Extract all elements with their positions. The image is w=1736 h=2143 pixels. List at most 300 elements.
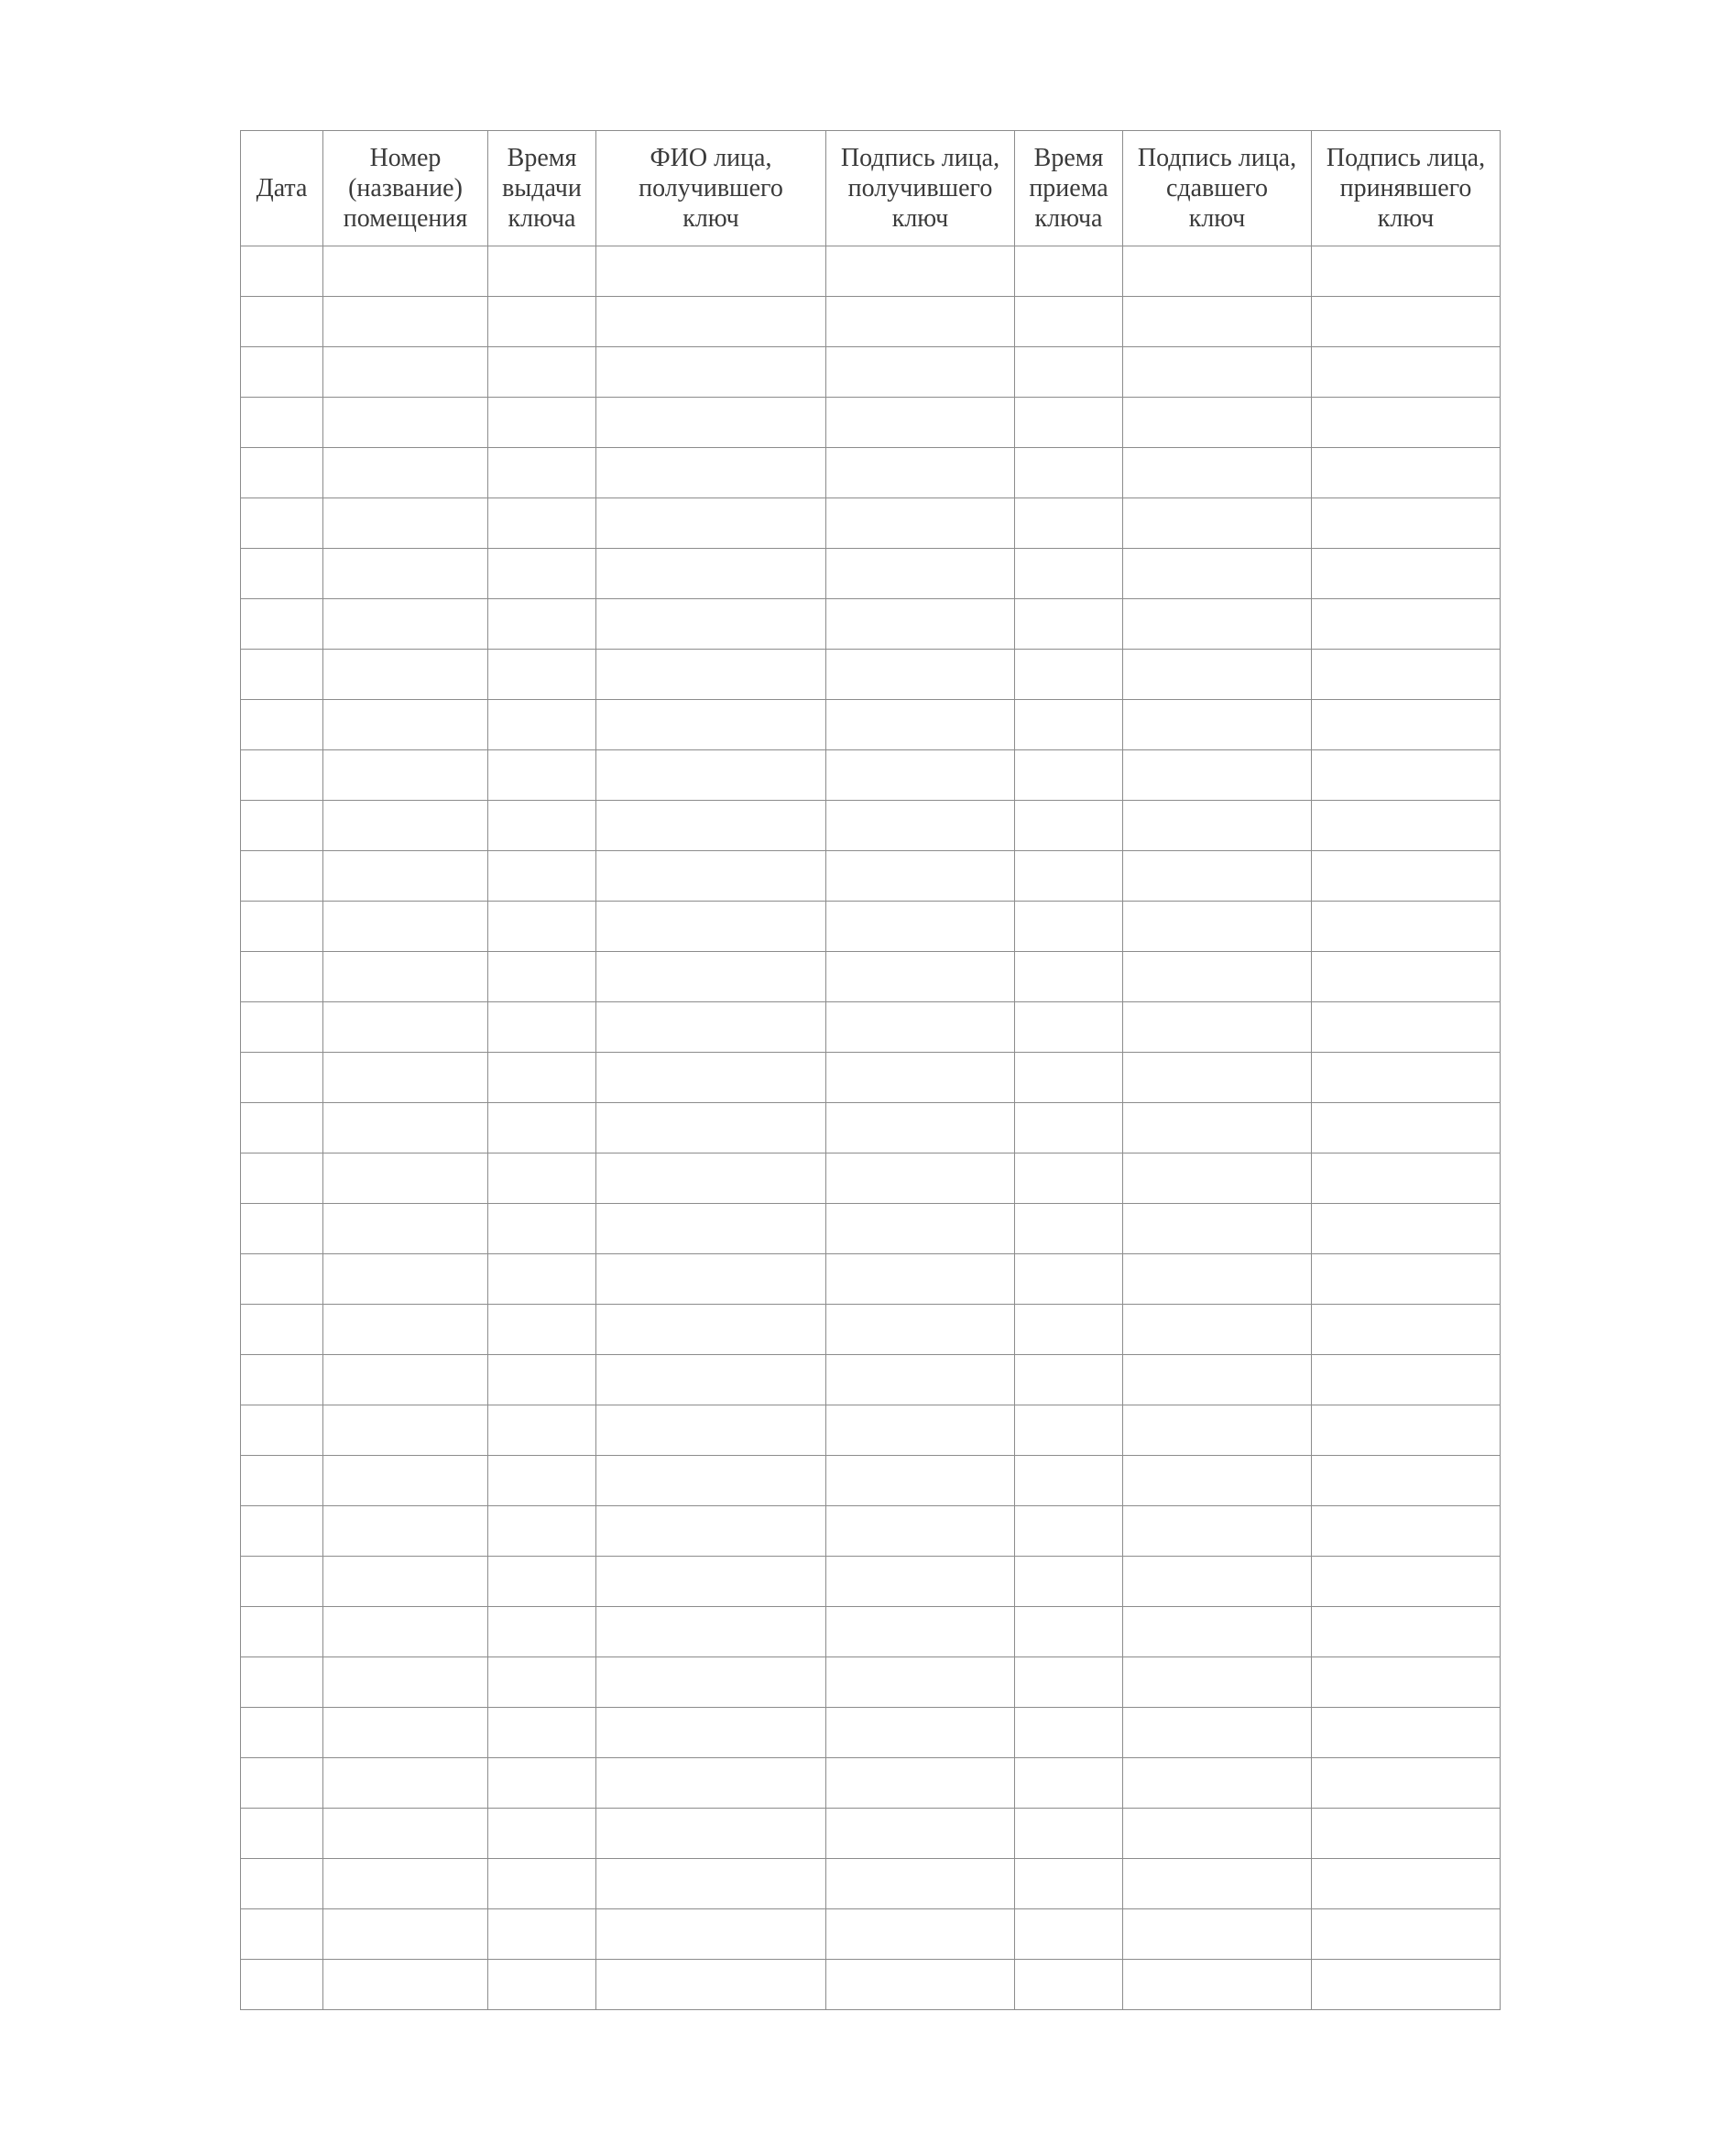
table-cell: [488, 1909, 596, 1960]
table-cell: [488, 549, 596, 599]
table-cell: [323, 1557, 488, 1607]
table-cell: [1312, 1607, 1501, 1657]
table-row: [241, 1305, 1501, 1355]
table-cell: [1123, 347, 1312, 398]
table-cell: [1015, 1305, 1123, 1355]
table-cell: [826, 851, 1015, 902]
table-cell: [596, 1607, 826, 1657]
table-cell: [1123, 297, 1312, 347]
header-row: [241, 131, 1501, 246]
table-cell: [596, 750, 826, 801]
table-cell: [488, 1204, 596, 1254]
column-header-acceptor-signature: Подпись лица, принявшего ключ: [1312, 131, 1501, 246]
table-cell: [323, 1960, 488, 2010]
table-cell: [1015, 801, 1123, 851]
table-row: [241, 347, 1501, 398]
table-cell: [826, 1657, 1015, 1708]
table-cell: [596, 1405, 826, 1456]
table-cell: [1015, 297, 1123, 347]
table-cell: [323, 1859, 488, 1909]
table-cell: [596, 1305, 826, 1355]
table-cell: [826, 1859, 1015, 1909]
table-cell: [323, 1456, 488, 1506]
table-cell: [1312, 1859, 1501, 1909]
table-row: [241, 1758, 1501, 1809]
table-cell: [826, 297, 1015, 347]
table-cell: [241, 801, 323, 851]
table-cell: [488, 398, 596, 448]
table-cell: [488, 1809, 596, 1859]
table-cell: [826, 750, 1015, 801]
table-cell: [1015, 549, 1123, 599]
table-cell: [826, 599, 1015, 650]
table-cell: [488, 1657, 596, 1708]
table-cell: [1123, 1909, 1312, 1960]
table-cell: [241, 498, 323, 549]
table-cell: [826, 1405, 1015, 1456]
table-cell: [241, 297, 323, 347]
table-cell: [826, 1758, 1015, 1809]
table-cell: [596, 1657, 826, 1708]
table-cell: [826, 1053, 1015, 1103]
table-cell: [241, 952, 323, 1002]
table-cell: [826, 498, 1015, 549]
table-cell: [323, 1809, 488, 1859]
table-cell: [596, 1204, 826, 1254]
table-cell: [1123, 851, 1312, 902]
table-cell: [1123, 1708, 1312, 1758]
table-cell: [241, 851, 323, 902]
table-cell: [241, 750, 323, 801]
table-cell: [323, 700, 488, 750]
table-cell: [241, 1002, 323, 1053]
table-row: [241, 700, 1501, 750]
table-cell: [323, 801, 488, 851]
table-cell: [1312, 801, 1501, 851]
table-cell: [1015, 1960, 1123, 2010]
table-cell: [1312, 750, 1501, 801]
table-cell: [241, 1708, 323, 1758]
table-row: [241, 1557, 1501, 1607]
column-header-issue-time: Время выдачи ключа: [488, 131, 596, 246]
table-cell: [323, 1506, 488, 1557]
table-cell: [241, 650, 323, 700]
table-cell: [241, 1154, 323, 1204]
table-cell: [1015, 599, 1123, 650]
table-cell: [1312, 347, 1501, 398]
table-cell: [323, 1708, 488, 1758]
table-cell: [241, 1758, 323, 1809]
table-row: [241, 801, 1501, 851]
table-body: [241, 246, 1501, 2010]
table-cell: [1312, 1154, 1501, 1204]
table-cell: [1123, 1053, 1312, 1103]
table-row: [241, 448, 1501, 498]
table-cell: [826, 1355, 1015, 1405]
table-row: [241, 1254, 1501, 1305]
table-cell: [596, 599, 826, 650]
table-row: [241, 1657, 1501, 1708]
table-cell: [241, 1103, 323, 1154]
table-cell: [1015, 902, 1123, 952]
table-cell: [241, 398, 323, 448]
table-cell: [1123, 599, 1312, 650]
table-cell: [1312, 1657, 1501, 1708]
table-cell: [241, 1859, 323, 1909]
table-cell: [241, 1204, 323, 1254]
table-cell: [1312, 398, 1501, 448]
table-cell: [323, 297, 488, 347]
table-cell: [241, 448, 323, 498]
table-cell: [323, 398, 488, 448]
table-row: [241, 1809, 1501, 1859]
table-cell: [826, 1809, 1015, 1859]
table-cell: [488, 700, 596, 750]
table-cell: [1015, 1154, 1123, 1204]
table-cell: [1312, 700, 1501, 750]
table-row: [241, 1154, 1501, 1204]
table-cell: [488, 650, 596, 700]
table-cell: [323, 347, 488, 398]
table-cell: [323, 1657, 488, 1708]
table-cell: [1015, 1607, 1123, 1657]
table-cell: [596, 1960, 826, 2010]
table-cell: [1015, 1758, 1123, 1809]
table-cell: [1312, 1254, 1501, 1305]
table-row: [241, 1960, 1501, 2010]
table-cell: [1312, 1002, 1501, 1053]
table-cell: [1123, 498, 1312, 549]
table-cell: [1123, 1405, 1312, 1456]
table-cell: [1015, 1053, 1123, 1103]
table-cell: [1015, 851, 1123, 902]
table-cell: [488, 750, 596, 801]
table-cell: [1312, 599, 1501, 650]
table-cell: [1123, 549, 1312, 599]
table-cell: [826, 1909, 1015, 1960]
table-cell: [596, 1254, 826, 1305]
table-cell: [241, 1355, 323, 1405]
table-cell: [1312, 1708, 1501, 1758]
table-cell: [488, 1506, 596, 1557]
table-row: [241, 1053, 1501, 1103]
table-cell: [1015, 1557, 1123, 1607]
table-cell: [241, 1657, 323, 1708]
table-cell: [1123, 1758, 1312, 1809]
table-cell: [596, 952, 826, 1002]
table-cell: [241, 246, 323, 297]
table-cell: [1312, 1960, 1501, 2010]
table-cell: [596, 246, 826, 297]
column-header-receiver-signature: Подпись лица, получившего ключ: [826, 131, 1015, 246]
table-cell: [596, 498, 826, 549]
table-cell: [323, 1254, 488, 1305]
table-cell: [1015, 1809, 1123, 1859]
table-cell: [1015, 1405, 1123, 1456]
table-cell: [323, 851, 488, 902]
table-cell: [323, 1607, 488, 1657]
table-cell: [1123, 1557, 1312, 1607]
table-cell: [596, 1002, 826, 1053]
table-cell: [1123, 1506, 1312, 1557]
table-cell: [488, 1405, 596, 1456]
table-cell: [596, 398, 826, 448]
table-cell: [1015, 398, 1123, 448]
table-cell: [488, 902, 596, 952]
table-cell: [323, 952, 488, 1002]
table-row: [241, 1355, 1501, 1405]
table-cell: [596, 1557, 826, 1607]
table-cell: [241, 1557, 323, 1607]
table-cell: [488, 1002, 596, 1053]
table-cell: [323, 750, 488, 801]
table-cell: [1123, 1607, 1312, 1657]
table-cell: [488, 599, 596, 650]
table-cell: [596, 448, 826, 498]
table-cell: [596, 902, 826, 952]
table-cell: [241, 700, 323, 750]
column-header-room: Номер (название) помещения: [323, 131, 488, 246]
table-cell: [241, 1305, 323, 1355]
table-cell: [826, 1254, 1015, 1305]
table-cell: [323, 246, 488, 297]
table-cell: [826, 448, 1015, 498]
table-cell: [826, 1557, 1015, 1607]
table-cell: [596, 700, 826, 750]
table-cell: [1312, 1355, 1501, 1405]
table-cell: [1123, 650, 1312, 700]
table-cell: [488, 297, 596, 347]
table-row: [241, 1708, 1501, 1758]
table-cell: [488, 1053, 596, 1103]
column-header-receiver-name: ФИО лица, получившего ключ: [596, 131, 826, 246]
table-cell: [1123, 1456, 1312, 1506]
table-cell: [596, 1708, 826, 1758]
table-cell: [1123, 1154, 1312, 1204]
table-cell: [1312, 448, 1501, 498]
table-cell: [1123, 1859, 1312, 1909]
table-row: [241, 297, 1501, 347]
table-cell: [488, 1154, 596, 1204]
table-cell: [488, 1607, 596, 1657]
key-log-table: [240, 130, 1501, 2010]
table-row: [241, 246, 1501, 297]
table-cell: [1312, 952, 1501, 1002]
table-row: [241, 1456, 1501, 1506]
table-cell: [826, 246, 1015, 297]
table-cell: [241, 549, 323, 599]
table-cell: [1015, 1355, 1123, 1405]
table-cell: [596, 1103, 826, 1154]
table-cell: [323, 1305, 488, 1355]
table-cell: [596, 1154, 826, 1204]
table-cell: [1312, 1506, 1501, 1557]
table-cell: [596, 1456, 826, 1506]
table-cell: [596, 801, 826, 851]
table-cell: [1312, 1204, 1501, 1254]
table-cell: [488, 1758, 596, 1809]
table-cell: [488, 1103, 596, 1154]
table-cell: [488, 1557, 596, 1607]
table-cell: [1123, 1960, 1312, 2010]
table-cell: [1123, 902, 1312, 952]
table-cell: [241, 1254, 323, 1305]
table-cell: [1123, 448, 1312, 498]
table-cell: [488, 801, 596, 851]
table-cell: [323, 1355, 488, 1405]
table-cell: [1015, 1859, 1123, 1909]
table-cell: [826, 549, 1015, 599]
table-row: [241, 498, 1501, 549]
table-cell: [1312, 1909, 1501, 1960]
table-cell: [488, 1960, 596, 2010]
table-cell: [1312, 902, 1501, 952]
table-cell: [596, 650, 826, 700]
table-cell: [488, 1708, 596, 1758]
table-cell: [826, 1456, 1015, 1506]
table-cell: [826, 1103, 1015, 1154]
table-cell: [488, 1254, 596, 1305]
table-cell: [1123, 398, 1312, 448]
table-cell: [596, 1809, 826, 1859]
table-cell: [488, 1859, 596, 1909]
table-cell: [826, 1204, 1015, 1254]
table-cell: [241, 1506, 323, 1557]
table-cell: [1015, 1657, 1123, 1708]
table-cell: [488, 851, 596, 902]
table-cell: [323, 1002, 488, 1053]
table-cell: [1015, 700, 1123, 750]
table-cell: [1015, 952, 1123, 1002]
table-cell: [1312, 1053, 1501, 1103]
table-cell: [1312, 1758, 1501, 1809]
table-cell: [241, 902, 323, 952]
table-row: [241, 1607, 1501, 1657]
table-cell: [596, 297, 826, 347]
table-row: [241, 750, 1501, 801]
table-cell: [323, 1405, 488, 1456]
table-cell: [1123, 700, 1312, 750]
table-row: [241, 1103, 1501, 1154]
table-cell: [1015, 750, 1123, 801]
table-cell: [1312, 246, 1501, 297]
table-cell: [323, 902, 488, 952]
table-cell: [323, 1758, 488, 1809]
table-row: [241, 1859, 1501, 1909]
table-cell: [826, 1154, 1015, 1204]
table-cell: [1123, 1355, 1312, 1405]
table-cell: [1312, 851, 1501, 902]
table-cell: [488, 448, 596, 498]
table-cell: [596, 347, 826, 398]
table-cell: [1312, 498, 1501, 549]
table-cell: [826, 398, 1015, 448]
table-cell: [596, 1506, 826, 1557]
table-cell: [596, 851, 826, 902]
table-cell: [1123, 750, 1312, 801]
table-cell: [1312, 1557, 1501, 1607]
table-cell: [1312, 650, 1501, 700]
table-cell: [1015, 1204, 1123, 1254]
column-header-date: Дата: [241, 131, 323, 246]
table-cell: [1312, 1305, 1501, 1355]
table-cell: [826, 1002, 1015, 1053]
table-cell: [241, 347, 323, 398]
table-cell: [1123, 952, 1312, 1002]
table-cell: [826, 650, 1015, 700]
table-cell: [241, 1456, 323, 1506]
table-cell: [1015, 347, 1123, 398]
table-cell: [1123, 1254, 1312, 1305]
table-cell: [1312, 1103, 1501, 1154]
table-cell: [1123, 1002, 1312, 1053]
table-cell: [1312, 1405, 1501, 1456]
table-cell: [488, 498, 596, 549]
table-cell: [1123, 246, 1312, 297]
table-cell: [241, 1960, 323, 2010]
table-cell: [1312, 1809, 1501, 1859]
table-cell: [1015, 650, 1123, 700]
table-cell: [488, 1456, 596, 1506]
table-cell: [323, 1909, 488, 1960]
table-cell: [488, 1305, 596, 1355]
table-cell: [1015, 1506, 1123, 1557]
table-cell: [1123, 1103, 1312, 1154]
table-cell: [241, 1405, 323, 1456]
table-cell: [1123, 801, 1312, 851]
table-cell: [1015, 448, 1123, 498]
table-cell: [1123, 1204, 1312, 1254]
table-cell: [1015, 498, 1123, 549]
table-cell: [596, 1859, 826, 1909]
table-cell: [241, 1809, 323, 1859]
table-cell: [826, 700, 1015, 750]
table-cell: [323, 650, 488, 700]
table-cell: [323, 599, 488, 650]
table-cell: [826, 347, 1015, 398]
table-row: [241, 650, 1501, 700]
table-cell: [241, 599, 323, 650]
table-row: [241, 599, 1501, 650]
table-cell: [826, 1708, 1015, 1758]
table-cell: [488, 1355, 596, 1405]
table-row: [241, 1002, 1501, 1053]
table-cell: [1123, 1809, 1312, 1859]
table-cell: [1015, 1708, 1123, 1758]
table-row: [241, 1909, 1501, 1960]
table-cell: [488, 246, 596, 297]
table-cell: [488, 347, 596, 398]
table-row: [241, 398, 1501, 448]
table-cell: [323, 498, 488, 549]
table-cell: [1123, 1657, 1312, 1708]
table-row: [241, 549, 1501, 599]
table-cell: [596, 1758, 826, 1809]
table-cell: [323, 549, 488, 599]
column-header-return-time: Время приема ключа: [1015, 131, 1123, 246]
table-cell: [1015, 1002, 1123, 1053]
table-cell: [596, 549, 826, 599]
table-cell: [826, 1506, 1015, 1557]
table-cell: [596, 1355, 826, 1405]
table-row: [241, 851, 1501, 902]
table-cell: [323, 1154, 488, 1204]
column-header-returner-signature: Подпись лица, сдавшего ключ: [1123, 131, 1312, 246]
table-row: [241, 1506, 1501, 1557]
table-cell: [826, 952, 1015, 1002]
table-cell: [1015, 1254, 1123, 1305]
table-cell: [1015, 1456, 1123, 1506]
